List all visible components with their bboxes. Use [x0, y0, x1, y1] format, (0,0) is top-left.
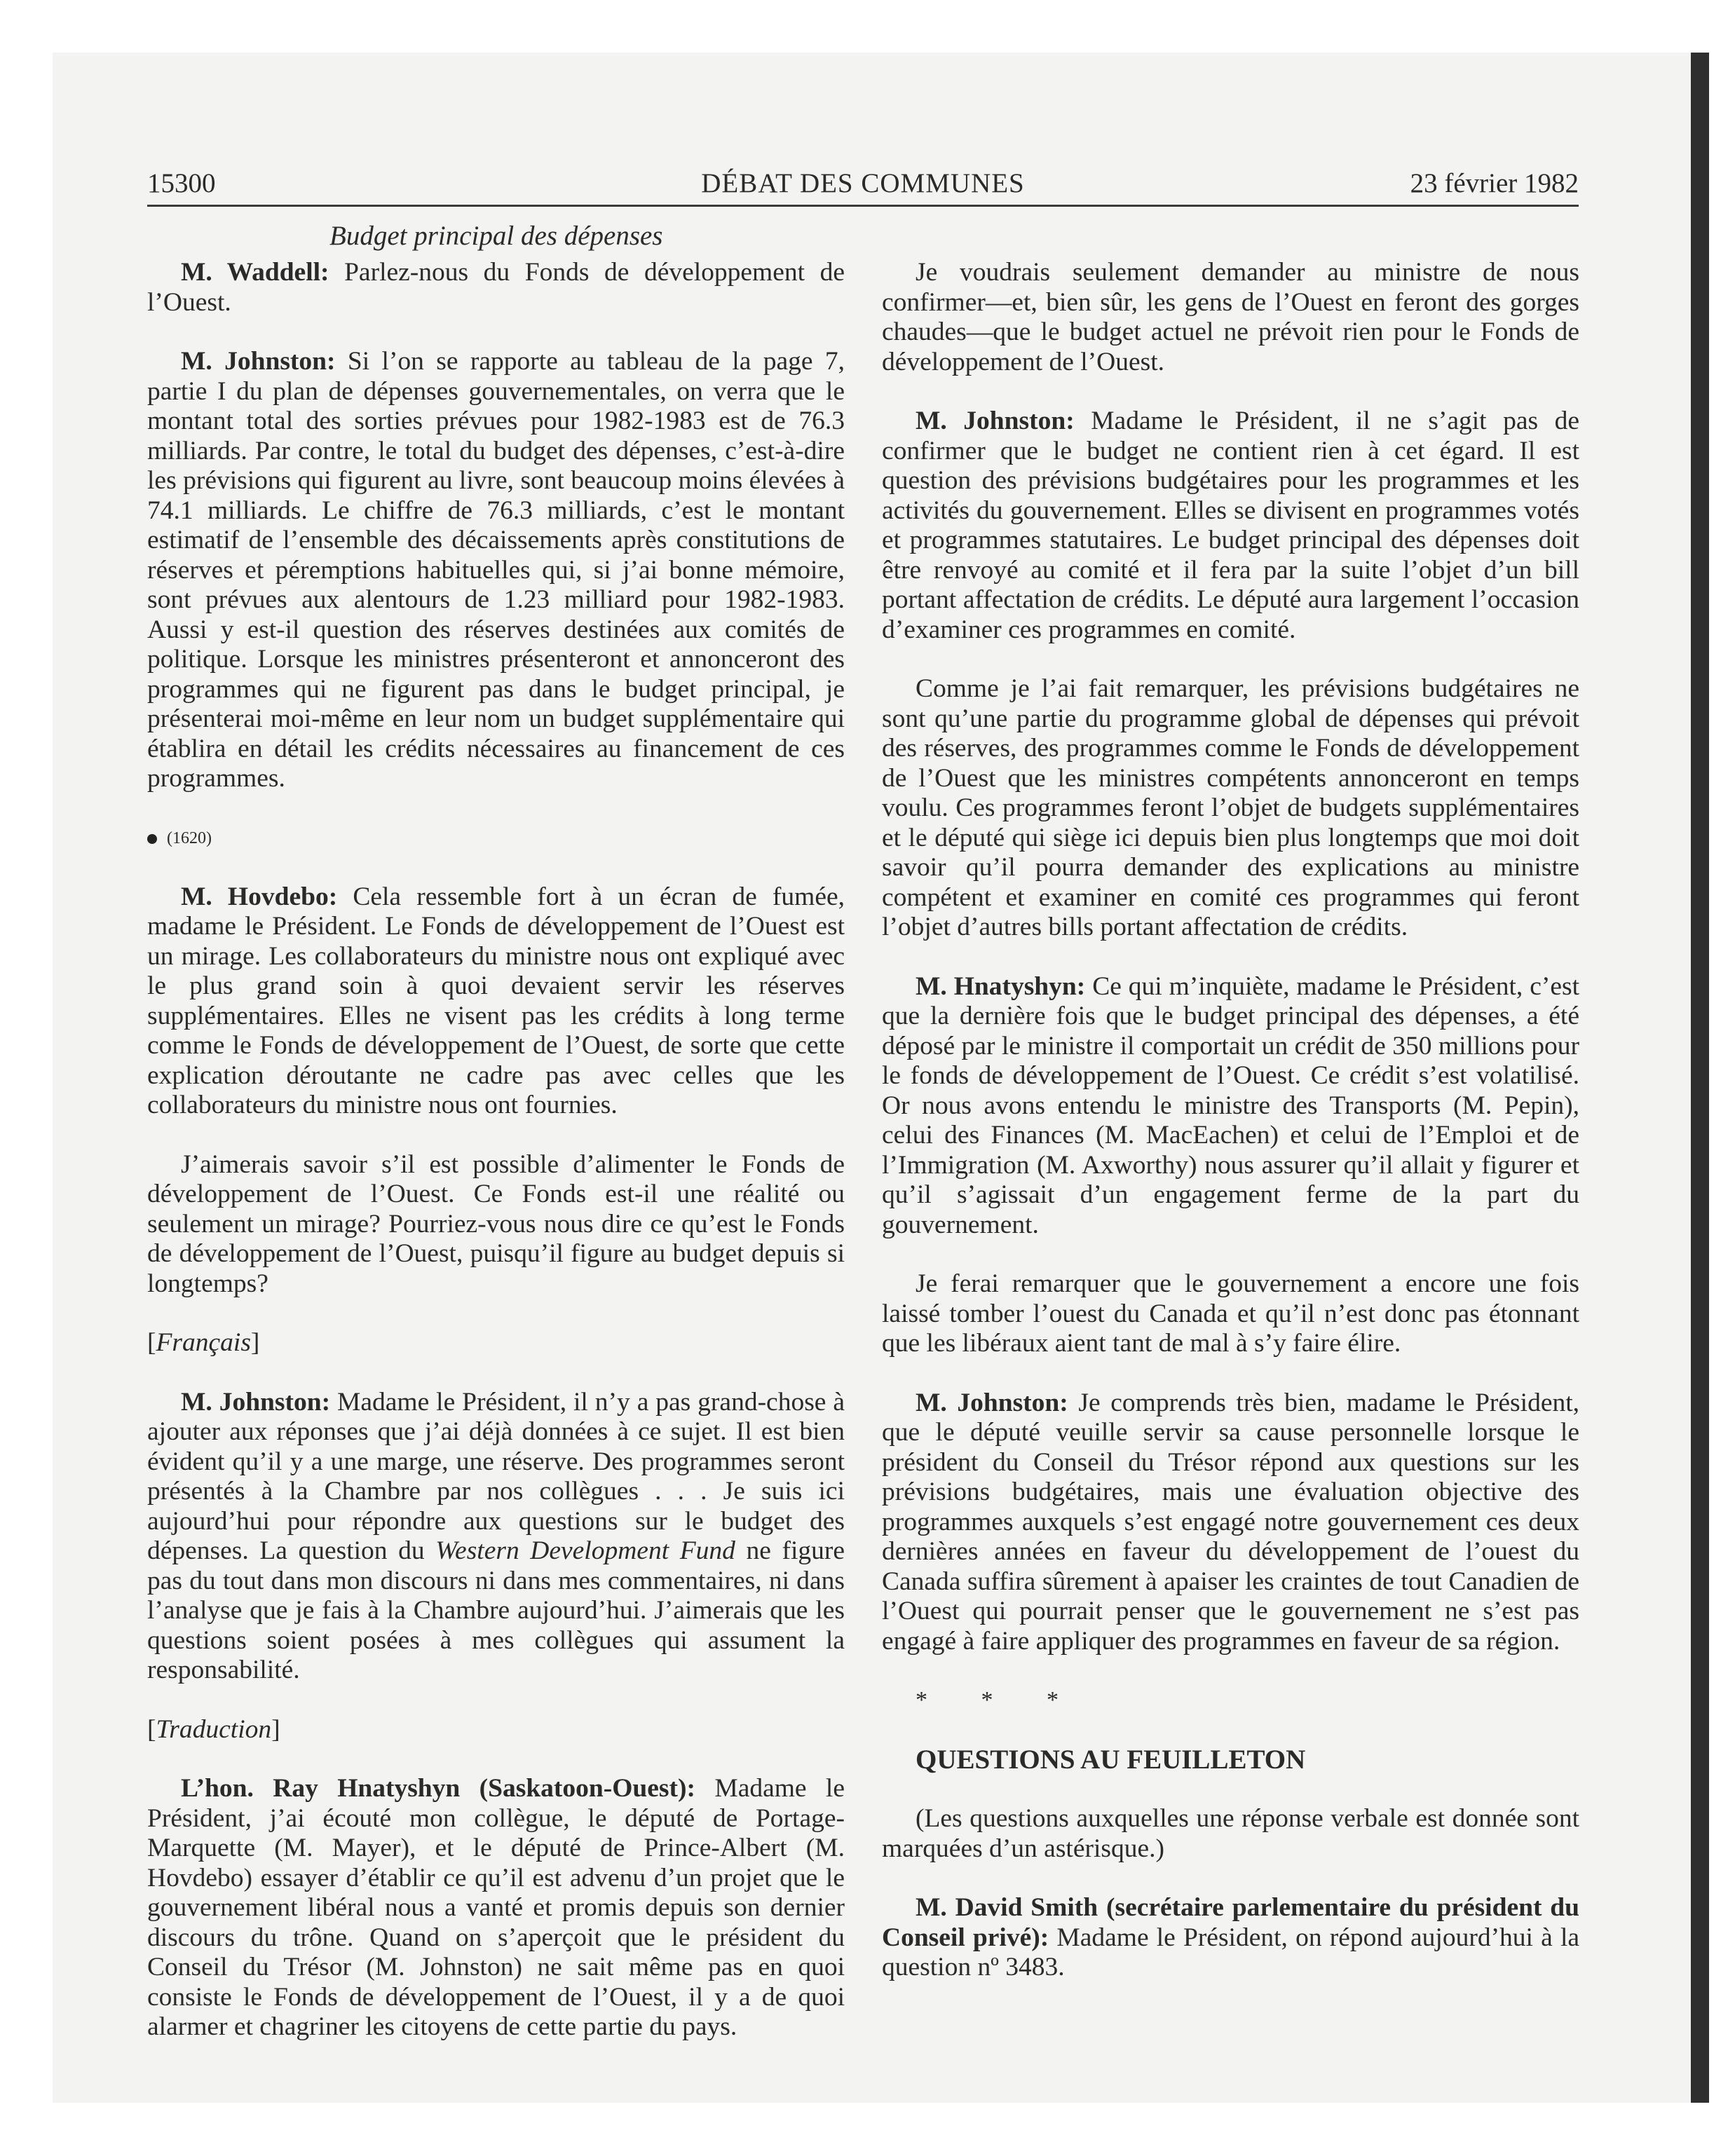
paragraph-text: Cela ressemble fort à un écran de fumée, madame le Président. Le Fonds de développement de l’Ouest est un mirage. Les collaborateurs du ministre nous ont expliqué avec le plus grand soin à quoi devaient servir les réserves supplémentaires. Elles ne visent pas les crédits à long terme comme le Fonds de développement de l’Ouest, de sorte que cette explication déroutante ne cadre pas avec celles que les collaborateurs du ministre nous ont fournies.: [147, 882, 845, 1119]
paragraph-text: Madame le Président, j’ai écouté mon collègue, le député de Portage-Marquette (M. Mayer), et le député de Prince-Albert (M. Hovdebo) essayer d’établir ce qu’il est advenu d’un projet que le gouvernement libéral nous a vanté et promis depuis son dernier discours du trône. Quand on s’aperçoit que le président du Conseil du Trésor (M. Johnston) ne sait même pas en quoi consiste le Fonds de développement de l’Ouest, il y a de quoi alarmer et chagriner les citoyens de cette partie du pays.: [147, 1774, 845, 2041]
paragraph-johnston-5: [882, 1389, 1579, 1657]
paragraph-johnston-2: [147, 1388, 845, 1686]
paragraph-text: Ce qui m’inquiète, madame le Président, c’est que la dernière fois que le budget principal des dépenses, a été déposé par le ministre il comportait un crédit de 350 millions pour le fonds de développement de l’Ouest. Ce crédit s’est volatilisé. Or nous avons entendu le ministre des Transports (M. Pepin), celui des Finances (M. MacEachen) et celui de l’Emploi et de l’Immigration (M. Axworthy) nous assurer qu’il allait y figurer et qu’il s’agissait d’un engagement ferme de la part du gouvernement.: [882, 971, 1580, 1239]
speaker-name: M. Johnston:: [916, 1388, 1068, 1417]
paragraph-questions-note: [882, 1804, 1579, 1864]
speaker-name: M. Waddell:: [181, 258, 329, 287]
time-marker: [147, 824, 845, 853]
page-date: 23 février 1982: [1410, 168, 1579, 198]
speaker-name: M. Johnston:: [181, 1387, 331, 1417]
paragraph-hnatyshyn-2: [882, 972, 1579, 1241]
speaker-name: L’hon. Ray Hnatyshyn (Saskatoon-Ouest):: [181, 1774, 695, 1803]
paragraph-text: Si l’on se rapporte au tableau de la page 7, partie I du plan de dépenses gouvernementales, on verra que le montant total des sorties prévues pour 1982-1983 est de 76.3 milliards. Par contre, le total du budget des dépenses, c’est-à-dire les prévisions qui figurent au livre, sont beaucoup moins élevées à 74.1 milliards. Le chiffre de 76.3 milliards, c’est le montant estimatif de l’ensemble des décaissements après constitutions de réserves et péremptions habituelles qui, si j’ai bonne mémoire, sont prévues aux alentours de 1.23 milliard pour 1982-1983. Aussi y est-il question des réserves destinées aux comités de politique. Lorsque les ministres présenteront et annonceront des programmes qui ne figurent pas dans le budget principal, je présenterai moi-même en leur nom un budget supplémentaire qui établira en détail les crédits nécessaires au financement de ces programmes.: [147, 347, 845, 793]
section-divider-stars: * * *: [916, 1687, 1082, 1713]
bullet-dot-icon: [147, 834, 157, 844]
left-column: [147, 258, 845, 2072]
speaker-name: M. David Smith (secrétaire parlementaire du président du Conseil privé):: [882, 1893, 1579, 1952]
speaker-name: M. Hnatyshyn:: [916, 971, 1086, 1001]
paragraph-text: Madame le Président, il n’y a pas grand-chose à ajouter aux réponses que j’ai déjà données à ce sujet. Il est bien évident qu’il y a une marge, une réserve. Des programmes seront présentés à la Chambre par nos collègues . . . Je suis ici aujourd’hui pour répondre aux questions sur le budget des dépenses. La question du: [147, 1387, 845, 1565]
section-title: QUESTIONS AU FEUILLETON: [916, 1744, 1306, 1775]
language-label: Français: [156, 1328, 251, 1357]
paragraph-text: Madame le Président, il ne s’agit pas de confirmer que le budget ne contient rien à cet égard. Il est question des prévisions budgétaires pour les programmes et les activités du gouvernement. Elles se divisent en programmes votés et programmes statutaires. Le budget principal des dépenses doit être renvoyé au comité et il fera par la suite l’objet d’un bill portant affectation de crédits. Le député aura largement l’occasion d’examiner ces programmes en comité.: [882, 407, 1580, 644]
paragraph-johnston-4: [882, 674, 1579, 943]
paragraph-hnatyshyn-1: [147, 1774, 845, 2042]
paragraph-hnatyshyn-continued: [882, 258, 1579, 377]
page-header: [147, 165, 1579, 207]
paragraph-johnston-1: [147, 347, 845, 794]
speaker-name: M. Johnston:: [181, 347, 336, 376]
paragraph-text: Parlez-nous du Fonds de développement de l’Ouest.: [147, 258, 845, 317]
paragraph-text: Comme je l’ai fait remarquer, les prévisions budgétaires ne sont qu’une partie du programme global de dépenses qui prévoit des réserves, des programmes comme le Fonds de développement de l’Ouest que les ministres compétents annonceront en temps voulu. Ces programmes feront l’objet de budgets supplémentaires et le député qui siège ici depuis bien plus longtemps que moi doit savoir qu’il pourra demander des explications au ministre compétent et examiner en comité ces programmes qui feront l’objet d’autres bills portant affectation de crédits.: [882, 674, 1579, 941]
paragraph-text: Je comprends très bien, madame le Président, que le député veuille servir sa cause personnelle lorsque le président du Conseil du Trésor répond aux questions sur les prévisions budgétaires, mais une évaluation objective des programmes auxquels s’est engagé notre gouvernement ces deux dernières années en faveur du développement de l’ouest du Canada suffira sûrement à apaiser les craintes de tout Canadien de l’Ouest qui pourrait penser que le gouvernement ne s’est pas engagé à faire appliquer des programmes en faveur de sa région.: [882, 1388, 1580, 1656]
paragraph-text: J’aimerais savoir s’il est possible d’alimenter le Fonds de développement de l’Ouest. Ce Fonds est-il une réalité ou seulement un mirage? Pourriez-vous nous dire ce qu’est le Fonds de développement de l’Ouest, puisqu’il figure au budget depuis si longtemps?: [147, 1149, 845, 1298]
language-label: Traduction: [156, 1714, 272, 1744]
language-marker-francais: [Français]: [147, 1328, 260, 1357]
paragraph-text: (Les questions auxquelles une réponse verbale est donnée sont marquées d’un astérisque.): [882, 1804, 1579, 1863]
paragraph-smith: [882, 1893, 1579, 1983]
paragraph-waddell: [147, 258, 845, 318]
italic-term: Western Development Fund: [435, 1536, 735, 1565]
speaker-name: M. Johnston:: [916, 407, 1075, 435]
publication-title: DÉBAT DES COMMUNES: [701, 168, 1025, 198]
paragraph-text: Je voudrais seulement demander au ministre de nous confirmer—et, bien sûr, les gens de l’Ouest en feront des gorges chaudes—que le budget actuel ne prévoit rien pour le Fonds de développement de l’Ouest.: [882, 258, 1579, 376]
scan-edge-shadow: [1691, 53, 1709, 2103]
paragraph-text: Je ferai remarquer que le gouvernement a encore une fois laissé tomber l’ouest du Canada et qu’il n’est donc pas étonnant que les libéraux aient tant de mal à s’y faire élire.: [882, 1269, 1579, 1358]
paragraph-hnatyshyn-3: [882, 1269, 1579, 1359]
paragraph-hovdebo: [147, 882, 845, 1121]
time-marker-text: (1620): [167, 828, 212, 847]
paragraph-johnston-3: [882, 407, 1579, 645]
page-number: 15300: [147, 168, 216, 198]
language-marker-traduction: [Traduction]: [147, 1714, 280, 1744]
paragraph-text: ne figure pas du tout dans mon discours ni dans mes commentaires, ni dans l’analyse que je fais à la Chambre aujourd’hui. J’aimerais que les questions soient posées à mes collègues qui assument la responsabilité.: [147, 1536, 845, 1684]
section-subheading: Budget principal des dépenses: [329, 221, 663, 251]
paragraph-hovdebo-2: [147, 1150, 845, 1299]
right-column: [882, 258, 1579, 2012]
paragraph-text: Madame le Président, on répond aujourd’hui à la question nº 3483.: [882, 1923, 1580, 1981]
speaker-name: M. Hovdebo:: [181, 882, 338, 911]
